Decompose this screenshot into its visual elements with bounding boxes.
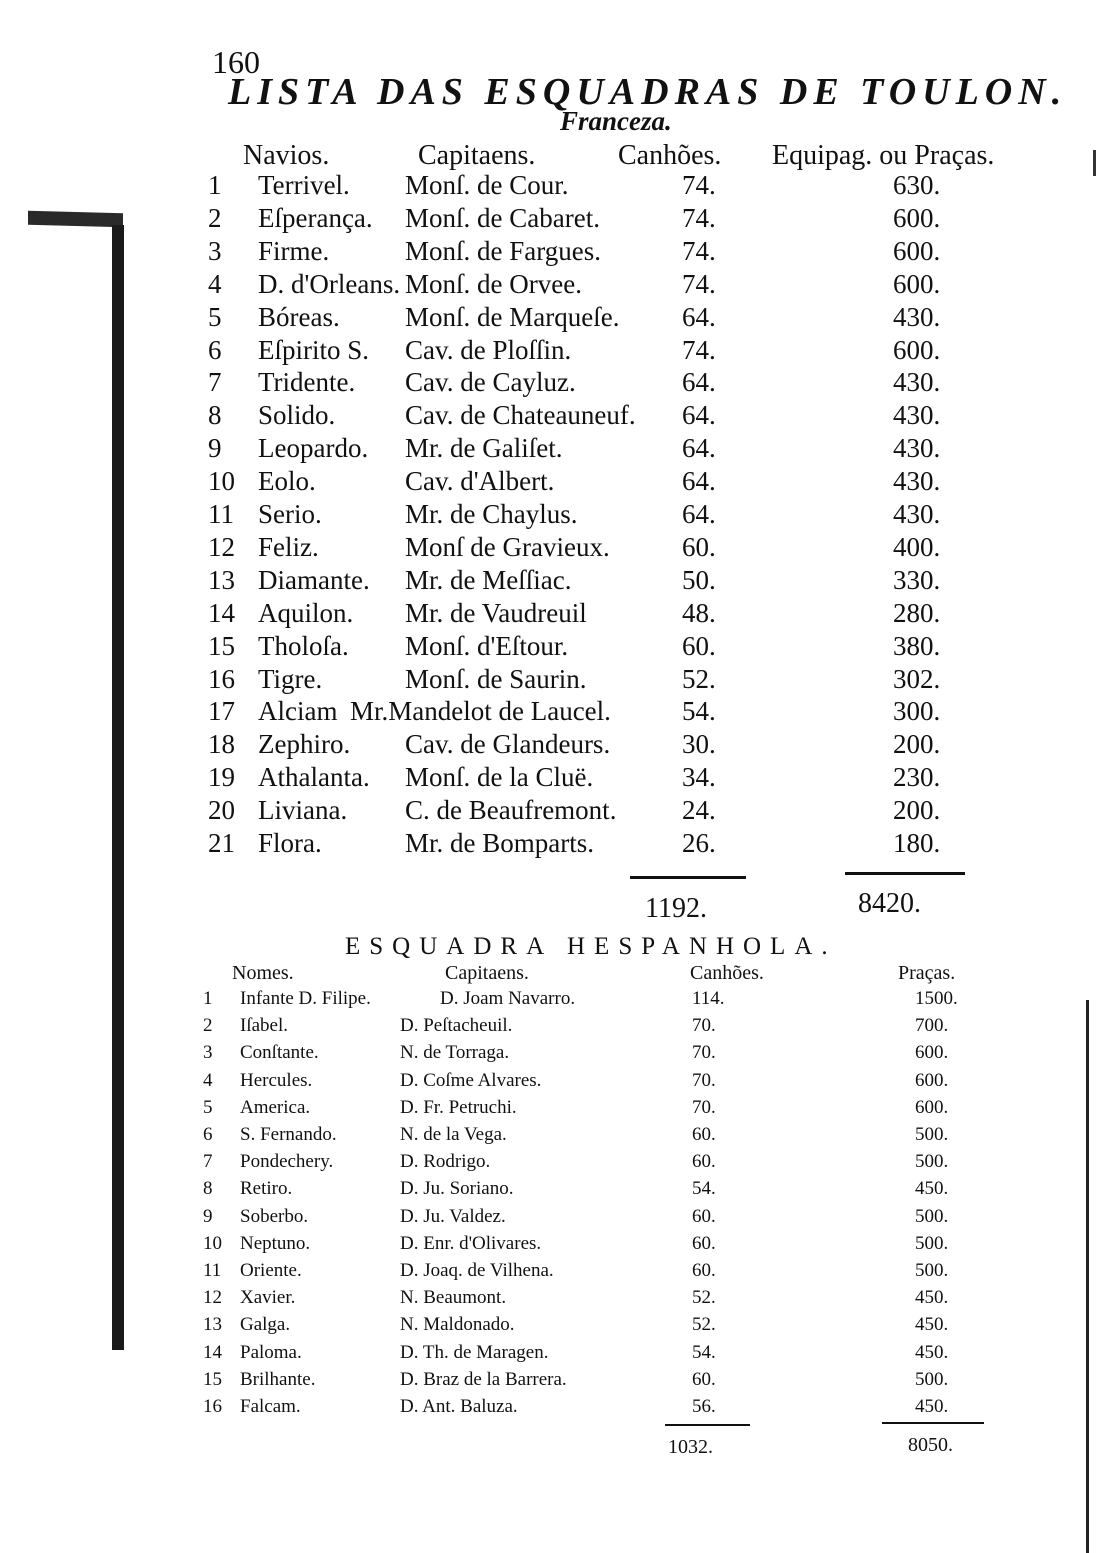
ship-name: Infante D. Filipe. bbox=[240, 988, 371, 1009]
crew-count: 600. bbox=[893, 235, 941, 266]
captain-name: D. Coſme Alvares. bbox=[400, 1069, 542, 1091]
guns-count: 70. bbox=[692, 1069, 716, 1091]
guns-count: 48. bbox=[682, 597, 716, 628]
row-number: 17 bbox=[208, 696, 235, 727]
captain-name: N. de Torraga. bbox=[400, 1042, 510, 1064]
ship-name: Zephiro. bbox=[258, 729, 351, 760]
crew-count: 450. bbox=[915, 1396, 949, 1417]
captain-name: Monſ de Gravieux. bbox=[405, 531, 610, 562]
binding-edge bbox=[112, 225, 124, 1350]
captain-name: Monſ. de la Cluë. bbox=[405, 762, 594, 793]
crew-count: 200. bbox=[893, 729, 941, 760]
row-number: 6 bbox=[203, 1124, 213, 1145]
ship-name: Liviana. bbox=[258, 795, 348, 826]
ship-name: Diamante. bbox=[258, 564, 370, 595]
row-number: 5 bbox=[208, 301, 222, 332]
crew-count: 230. bbox=[893, 762, 941, 793]
spanish-header-guns: Canhões. bbox=[690, 962, 764, 984]
guns-count: 52. bbox=[692, 1287, 716, 1309]
ship-name: Conſtante. bbox=[240, 1042, 319, 1064]
crew-count: 450. bbox=[915, 1287, 949, 1309]
row-number: 18 bbox=[208, 729, 235, 760]
ship-name: Terrivel. bbox=[258, 170, 350, 200]
row-number: 15 bbox=[208, 630, 235, 661]
guns-count: 52. bbox=[692, 1314, 716, 1336]
guns-count: 60. bbox=[692, 1205, 716, 1227]
captain-name: Monſ. de Fargues. bbox=[405, 235, 601, 266]
row-number: 7 bbox=[203, 1151, 213, 1173]
spanish-title: ESQUADRA HESPANHOLA. bbox=[345, 933, 837, 960]
guns-count: 60. bbox=[692, 1151, 716, 1173]
french-total-guns: 1192. bbox=[645, 893, 707, 924]
ship-name: Aquilon. bbox=[258, 597, 354, 628]
crew-count: 200. bbox=[893, 795, 941, 826]
captain-name: Mr. de Galiſet. bbox=[405, 433, 563, 464]
row-number: 11 bbox=[208, 499, 234, 529]
row-number: 6 bbox=[208, 334, 222, 365]
crew-count: 430. bbox=[893, 466, 941, 497]
row-number: 5 bbox=[203, 1096, 213, 1118]
guns-count: 54. bbox=[692, 1341, 716, 1363]
ship-name: Firme. bbox=[258, 235, 330, 266]
crew-count: 600. bbox=[893, 268, 941, 299]
ship-name: Eolo. bbox=[258, 466, 316, 497]
row-number: 13 bbox=[203, 1314, 222, 1336]
row-number: 8 bbox=[208, 400, 222, 431]
crew-count: 630. bbox=[893, 170, 941, 200]
captain-name: D. Th. de Maragen. bbox=[400, 1341, 549, 1363]
spanish-guns-rule bbox=[665, 1424, 750, 1426]
page-title: LISTA DAS ESQUADRAS DE TOULON. bbox=[228, 71, 1068, 113]
captain-name: Cav. de Ploſſin. bbox=[405, 334, 572, 365]
row-number: 15 bbox=[203, 1368, 222, 1390]
guns-count: 74. bbox=[682, 334, 716, 365]
row-number: 16 bbox=[208, 663, 235, 694]
crew-count: 300. bbox=[893, 696, 941, 727]
row-number: 3 bbox=[203, 1042, 213, 1064]
captain-name: Monſ. de Saurin. bbox=[405, 663, 587, 694]
guns-count: 24. bbox=[682, 795, 716, 826]
crew-count: 430. bbox=[893, 400, 941, 431]
row-number: 13 bbox=[208, 564, 235, 595]
crew-count: 400. bbox=[893, 531, 941, 562]
ship-name: Soberbo. bbox=[240, 1205, 309, 1227]
guns-count: 74. bbox=[682, 202, 716, 233]
french-header-crew: Equipag. ou Praças. bbox=[772, 140, 995, 171]
crew-count: 600. bbox=[893, 202, 941, 233]
row-number: 7 bbox=[208, 367, 222, 398]
ship-name: Tholoſa. bbox=[258, 630, 349, 661]
row-number: 11 bbox=[203, 1260, 222, 1281]
captain-name: D. Ju. Valdez. bbox=[400, 1205, 506, 1227]
french-header-guns: Canhões. bbox=[618, 140, 722, 171]
row-number: 1 bbox=[208, 170, 222, 200]
french-header-captain: Capitaens. bbox=[418, 140, 536, 171]
ship-name: Paloma. bbox=[240, 1341, 302, 1363]
crew-count: 500. bbox=[915, 1232, 949, 1254]
crew-count: 600. bbox=[915, 1042, 949, 1064]
ship-name: Feliz. bbox=[258, 531, 319, 562]
ship-name: Neptuno. bbox=[240, 1232, 311, 1254]
captain-name: Mr. de Vaudreuil bbox=[405, 597, 587, 628]
guns-count: 70. bbox=[692, 1042, 716, 1064]
captain-name: N. de la Vega. bbox=[400, 1124, 507, 1145]
row-number: 19 bbox=[208, 762, 235, 793]
french-total-crew: 8420. bbox=[858, 888, 921, 919]
row-number: 12 bbox=[208, 531, 235, 562]
row-number: 8 bbox=[203, 1178, 213, 1200]
captain-name: Cav. de Glandeurs. bbox=[405, 729, 611, 760]
guns-count: 60. bbox=[692, 1232, 716, 1254]
row-number: 20 bbox=[208, 795, 235, 826]
row-number: 3 bbox=[208, 235, 222, 266]
ship-name: Alciam bbox=[258, 696, 338, 727]
crew-count: 430. bbox=[893, 499, 941, 529]
captain-name: Monſ. de Marqueſe. bbox=[405, 301, 620, 332]
ship-name: S. Fernando. bbox=[240, 1124, 337, 1145]
captain-name: N. Maldonado. bbox=[400, 1314, 515, 1336]
scan-shadow bbox=[28, 211, 123, 227]
crew-count: 450. bbox=[915, 1314, 949, 1336]
ship-name: Xavier. bbox=[240, 1287, 296, 1309]
ship-name: Iſabel. bbox=[240, 1015, 289, 1037]
captain-name: Monſ. de Cour. bbox=[405, 170, 569, 200]
guns-count: 74. bbox=[682, 170, 716, 200]
crew-count: 500. bbox=[915, 1260, 949, 1281]
captain-name: Cav. de Chateauneuf. bbox=[405, 400, 636, 431]
row-number: 10 bbox=[208, 466, 235, 497]
ship-name: Eſpirito S. bbox=[258, 334, 370, 365]
ship-name: Flora. bbox=[258, 828, 322, 858]
row-number: 2 bbox=[208, 202, 222, 233]
french-guns-rule bbox=[630, 876, 746, 879]
captain-name: Mr. de Chaylus. bbox=[405, 499, 578, 529]
captain-name: D. Joam Navarro. bbox=[440, 988, 576, 1009]
captain-name: D. Peſtacheuil. bbox=[400, 1015, 513, 1037]
row-number: 10 bbox=[203, 1232, 222, 1254]
captain-name: D. Ant. Baluza. bbox=[400, 1396, 518, 1417]
guns-count: 60. bbox=[692, 1124, 716, 1145]
row-number: 2 bbox=[203, 1015, 213, 1037]
row-number: 12 bbox=[203, 1287, 222, 1309]
guns-count: 54. bbox=[682, 696, 716, 727]
guns-count: 50. bbox=[682, 564, 716, 595]
spanish-header-ship: Nomes. bbox=[232, 962, 294, 984]
crew-count: 500. bbox=[915, 1124, 949, 1145]
spanish-total-crew: 8050. bbox=[908, 1434, 953, 1456]
guns-count: 64. bbox=[682, 367, 716, 398]
ship-name: Hercules. bbox=[240, 1069, 313, 1091]
guns-count: 52. bbox=[682, 663, 716, 694]
crew-count: 600. bbox=[915, 1096, 949, 1118]
crew-count: 500. bbox=[915, 1205, 949, 1227]
crew-count: 600. bbox=[893, 334, 941, 365]
scan-mark bbox=[1093, 150, 1096, 176]
guns-count: 26. bbox=[682, 828, 716, 858]
crew-count: 280. bbox=[893, 597, 941, 628]
row-number: 21 bbox=[208, 828, 235, 858]
guns-count: 30. bbox=[682, 729, 716, 760]
ship-name: Brilhante. bbox=[240, 1368, 316, 1390]
captain-name: D. Fr. Petruchi. bbox=[400, 1096, 517, 1118]
guns-count: 34. bbox=[682, 762, 716, 793]
crew-count: 1500. bbox=[915, 988, 958, 1009]
crew-count: 500. bbox=[915, 1368, 949, 1390]
guns-count: 114. bbox=[692, 988, 725, 1009]
crew-count: 180. bbox=[893, 828, 941, 858]
ship-name: America. bbox=[240, 1096, 311, 1118]
captain-name: C. de Beaufremont. bbox=[405, 795, 617, 826]
ship-name: D. d'Orleans. bbox=[258, 268, 401, 299]
row-number: 16 bbox=[203, 1396, 222, 1417]
ship-name: Falcam. bbox=[240, 1396, 301, 1417]
crew-count: 450. bbox=[915, 1341, 949, 1363]
captain-name: D. Braz de la Barrera. bbox=[400, 1368, 567, 1390]
ship-name: Tigre. bbox=[258, 663, 323, 694]
spanish-header-crew: Praças. bbox=[898, 962, 956, 984]
guns-count: 56. bbox=[692, 1396, 716, 1417]
captain-name: Monſ. de Orvee. bbox=[405, 268, 582, 299]
scan-edge-right bbox=[1086, 1000, 1089, 1553]
captain-name: D. Ju. Soriano. bbox=[400, 1178, 514, 1200]
crew-count: 700. bbox=[915, 1015, 949, 1037]
crew-count: 430. bbox=[893, 301, 941, 332]
captain-name: N. Beaumont. bbox=[400, 1287, 507, 1309]
captain-name: Mr. de Bomparts. bbox=[405, 828, 594, 858]
ship-name: Leopardo. bbox=[258, 433, 369, 464]
guns-count: 54. bbox=[692, 1178, 716, 1200]
ship-name: Retiro. bbox=[240, 1178, 293, 1200]
ship-name: Solido. bbox=[258, 400, 336, 431]
page-number: 160 bbox=[212, 44, 260, 80]
captain-name: Monſ. d'Eſtour. bbox=[405, 630, 569, 661]
row-number: 4 bbox=[203, 1069, 213, 1091]
guns-count: 74. bbox=[682, 268, 716, 299]
guns-count: 60. bbox=[692, 1260, 716, 1281]
guns-count: 70. bbox=[692, 1015, 716, 1037]
spanish-crew-rule bbox=[882, 1422, 984, 1424]
row-number: 4 bbox=[208, 268, 222, 299]
ship-name: Eſperança. bbox=[258, 202, 373, 233]
captain-name: Mr.Mandelot de Laucel. bbox=[350, 696, 611, 727]
captain-name: D. Rodrigo. bbox=[400, 1151, 491, 1173]
captain-name: Monſ. de Cabaret. bbox=[405, 202, 600, 233]
french-subtitle: Franceza. bbox=[560, 106, 672, 136]
guns-count: 60. bbox=[682, 630, 716, 661]
ship-name: Bóreas. bbox=[258, 301, 340, 332]
captain-name: Cav. de Cayluz. bbox=[405, 367, 576, 398]
ship-name: Serio. bbox=[258, 499, 322, 529]
crew-count: 430. bbox=[893, 367, 941, 398]
captain-name: D. Enr. d'Olivares. bbox=[400, 1232, 542, 1254]
captain-name: Mr. de Meſſiac. bbox=[405, 564, 572, 595]
crew-count: 302. bbox=[893, 663, 941, 694]
guns-count: 74. bbox=[682, 235, 716, 266]
ship-name: Galga. bbox=[240, 1314, 291, 1336]
ship-name: Oriente. bbox=[240, 1260, 302, 1281]
row-number: 9 bbox=[203, 1205, 213, 1227]
guns-count: 64. bbox=[682, 466, 716, 497]
guns-count: 70. bbox=[692, 1096, 716, 1118]
crew-count: 500. bbox=[915, 1151, 949, 1173]
guns-count: 60. bbox=[682, 531, 716, 562]
guns-count: 64. bbox=[682, 301, 716, 332]
captain-name: D. Joaq. de Vilhena. bbox=[400, 1260, 554, 1281]
crew-count: 380. bbox=[893, 630, 941, 661]
captain-name: Cav. d'Albert. bbox=[405, 466, 555, 497]
crew-count: 330. bbox=[893, 564, 941, 595]
row-number: 9 bbox=[208, 433, 222, 464]
ship-name: Tridente. bbox=[258, 367, 356, 398]
row-number: 1 bbox=[203, 988, 213, 1009]
french-crew-rule bbox=[845, 872, 965, 875]
french-header-ship: Navios. bbox=[243, 140, 330, 171]
ship-name: Pondechery. bbox=[240, 1151, 334, 1173]
spanish-header-captain: Capitaens. bbox=[445, 962, 529, 984]
guns-count: 64. bbox=[682, 433, 716, 464]
guns-count: 64. bbox=[682, 400, 716, 431]
guns-count: 64. bbox=[682, 499, 716, 529]
spanish-total-guns: 1032. bbox=[668, 1436, 713, 1458]
row-number: 14 bbox=[203, 1341, 222, 1363]
crew-count: 600. bbox=[915, 1069, 949, 1091]
ship-name: Athalanta. bbox=[258, 762, 370, 793]
crew-count: 450. bbox=[915, 1178, 949, 1200]
crew-count: 430. bbox=[893, 433, 941, 464]
row-number: 14 bbox=[208, 597, 235, 628]
guns-count: 60. bbox=[692, 1368, 716, 1390]
